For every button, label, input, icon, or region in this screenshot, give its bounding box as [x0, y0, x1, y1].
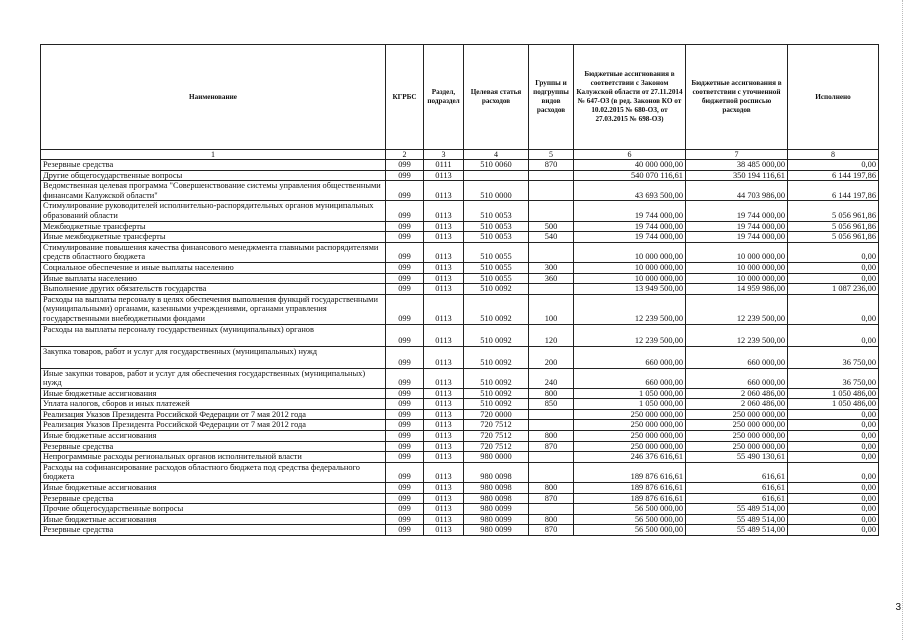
- row-section: 0113: [424, 294, 464, 324]
- header-row: [41, 45, 879, 150]
- table-row: [41, 525, 879, 536]
- row-updated-amount: 55 489 514,00: [686, 525, 788, 536]
- row-name: Иные бюджетные ассигнования: [41, 388, 386, 399]
- row-kgrbs: 099: [386, 441, 424, 452]
- row-group: [529, 420, 574, 431]
- row-updated-amount: 10 000 000,00: [686, 273, 788, 284]
- row-group: 100: [529, 294, 574, 324]
- row-law-amount: 19 744 000,00: [574, 221, 686, 232]
- row-name: Резервные средства: [41, 441, 386, 452]
- header-section: Раздел, подраздел: [424, 45, 464, 150]
- row-executed-amount: 0,00: [788, 324, 879, 346]
- row-group: 870: [529, 441, 574, 452]
- row-name: Резервные средства: [41, 160, 386, 171]
- row-target: 510 0055: [464, 262, 529, 273]
- header-kgrbs: КГРБС: [386, 45, 424, 150]
- row-executed-amount: 0,00: [788, 431, 879, 442]
- row-section: 0113: [424, 346, 464, 368]
- page-edge: [901, 0, 903, 640]
- table-row: [41, 493, 879, 504]
- row-group: 800: [529, 483, 574, 494]
- row-section: 0113: [424, 170, 464, 181]
- column-number-row: [41, 150, 879, 160]
- header-executed: Исполнено: [788, 45, 879, 150]
- row-law-amount: 56 500 000,00: [574, 514, 686, 525]
- table-row: [41, 160, 879, 171]
- row-section: 0113: [424, 493, 464, 504]
- row-kgrbs: 099: [386, 232, 424, 243]
- table-row: [41, 452, 879, 463]
- row-target: 510 0092: [464, 294, 529, 324]
- row-kgrbs: 099: [386, 221, 424, 232]
- row-kgrbs: 099: [386, 294, 424, 324]
- row-group: 800: [529, 388, 574, 399]
- row-name: Резервные средства: [41, 525, 386, 536]
- row-kgrbs: 099: [386, 493, 424, 504]
- row-group: [529, 409, 574, 420]
- row-target: 980 0098: [464, 462, 529, 482]
- row-section: 0113: [424, 232, 464, 243]
- row-updated-amount: 616,61: [686, 493, 788, 504]
- column-number: 6: [574, 150, 686, 160]
- row-target: 510 0053: [464, 201, 529, 221]
- row-target: 720 7512: [464, 441, 529, 452]
- row-section: 0113: [424, 388, 464, 399]
- row-section: 0113: [424, 441, 464, 452]
- row-law-amount: 189 876 616,61: [574, 483, 686, 494]
- row-executed-amount: 5 056 961,86: [788, 201, 879, 221]
- row-updated-amount: 660 000,00: [686, 368, 788, 388]
- row-target: 980 0098: [464, 493, 529, 504]
- table-row: [41, 221, 879, 232]
- table-row: [41, 514, 879, 525]
- row-name: Расходы на выплаты персоналу в целях обеспечения выполнения функций государственными (муниципальными) органами, казенными учреждениями, органами управления государственными внебюджетными фондами: [41, 294, 386, 324]
- row-executed-amount: 1 087 236,00: [788, 284, 879, 295]
- row-name: Иные выплаты населению: [41, 273, 386, 284]
- row-section: 0113: [424, 262, 464, 273]
- row-law-amount: 1 050 000,00: [574, 388, 686, 399]
- row-group: 800: [529, 514, 574, 525]
- row-law-amount: 10 000 000,00: [574, 273, 686, 284]
- row-law-amount: 19 744 000,00: [574, 201, 686, 221]
- row-kgrbs: 099: [386, 201, 424, 221]
- column-number: 8: [788, 150, 879, 160]
- row-section: 0113: [424, 201, 464, 221]
- table-row: [41, 170, 879, 181]
- row-group: [529, 242, 574, 262]
- row-group: 540: [529, 232, 574, 243]
- row-law-amount: 250 000 000,00: [574, 431, 686, 442]
- row-target: 980 0098: [464, 483, 529, 494]
- row-updated-amount: 55 490 130,61: [686, 452, 788, 463]
- table-row: [41, 232, 879, 243]
- row-kgrbs: 099: [386, 409, 424, 420]
- row-updated-amount: 2 060 486,00: [686, 399, 788, 410]
- row-name: Расходы на выплаты персоналу государственных (муниципальных) органов: [41, 324, 386, 346]
- row-kgrbs: 099: [386, 525, 424, 536]
- row-executed-amount: 0,00: [788, 242, 879, 262]
- row-target: 510 0092: [464, 284, 529, 295]
- row-executed-amount: 5 056 961,86: [788, 221, 879, 232]
- row-law-amount: 540 070 116,61: [574, 170, 686, 181]
- row-law-amount: 10 000 000,00: [574, 262, 686, 273]
- row-name: Непрограммные расходы региональных органов исполнительной власти: [41, 452, 386, 463]
- row-target: 510 0053: [464, 221, 529, 232]
- row-name: Реализация Указов Президента Российской Федерации от 7 мая 2012 года: [41, 409, 386, 420]
- row-group: [529, 170, 574, 181]
- table-row: [41, 420, 879, 431]
- table-row: [41, 409, 879, 420]
- row-name: Другие общегосударственные вопросы: [41, 170, 386, 181]
- column-number: 1: [41, 150, 386, 160]
- row-group: [529, 181, 574, 201]
- row-executed-amount: 0,00: [788, 273, 879, 284]
- row-section: 0113: [424, 273, 464, 284]
- row-updated-amount: 38 485 000,00: [686, 160, 788, 171]
- row-law-amount: 250 000 000,00: [574, 420, 686, 431]
- row-target: 980 0099: [464, 525, 529, 536]
- row-target: [464, 170, 529, 181]
- row-name: Иные бюджетные ассигнования: [41, 514, 386, 525]
- row-name: Социальное обеспечение и иные выплаты населению: [41, 262, 386, 273]
- row-kgrbs: 099: [386, 273, 424, 284]
- row-law-amount: 56 500 000,00: [574, 504, 686, 515]
- row-target: 510 0055: [464, 273, 529, 284]
- row-name: Реализация Указов Президента Российской Федерации от 7 мая 2012 года: [41, 420, 386, 431]
- row-group: [529, 284, 574, 295]
- row-group: 850: [529, 399, 574, 410]
- row-kgrbs: 099: [386, 388, 424, 399]
- row-target: 720 7512: [464, 420, 529, 431]
- row-section: 0113: [424, 462, 464, 482]
- row-group: [529, 504, 574, 515]
- row-target: 980 0099: [464, 504, 529, 515]
- row-updated-amount: 19 744 000,00: [686, 232, 788, 243]
- row-target: 510 0000: [464, 181, 529, 201]
- row-group: 300: [529, 262, 574, 273]
- row-target: 720 7512: [464, 431, 529, 442]
- row-executed-amount: 1 050 486,00: [788, 399, 879, 410]
- row-kgrbs: 099: [386, 284, 424, 295]
- row-target: 510 0092: [464, 368, 529, 388]
- row-name: Выполнение других обязательств государства: [41, 284, 386, 295]
- row-group: 870: [529, 493, 574, 504]
- row-kgrbs: 099: [386, 346, 424, 368]
- row-law-amount: 56 500 000,00: [574, 525, 686, 536]
- row-name: Стимулирование повышения качества финансового менеджмента главными распорядителями средств областного бюджета: [41, 242, 386, 262]
- row-executed-amount: 0,00: [788, 420, 879, 431]
- row-group: 360: [529, 273, 574, 284]
- row-law-amount: 246 376 616,61: [574, 452, 686, 463]
- column-number: 2: [386, 150, 424, 160]
- row-target: 510 0092: [464, 388, 529, 399]
- row-executed-amount: 36 750,00: [788, 346, 879, 368]
- row-executed-amount: 0,00: [788, 483, 879, 494]
- row-law-amount: 660 000,00: [574, 346, 686, 368]
- row-updated-amount: 55 489 514,00: [686, 504, 788, 515]
- row-updated-amount: 19 744 000,00: [686, 221, 788, 232]
- table-row: [41, 262, 879, 273]
- row-updated-amount: 19 744 000,00: [686, 201, 788, 221]
- row-updated-amount: 10 000 000,00: [686, 262, 788, 273]
- row-executed-amount: 0,00: [788, 462, 879, 482]
- row-kgrbs: 099: [386, 399, 424, 410]
- row-section: 0113: [424, 525, 464, 536]
- row-kgrbs: 099: [386, 170, 424, 181]
- row-group: 800: [529, 431, 574, 442]
- row-kgrbs: 099: [386, 420, 424, 431]
- table-row: [41, 201, 879, 221]
- row-target: 980 0000: [464, 452, 529, 463]
- row-law-amount: 12 239 500,00: [574, 294, 686, 324]
- row-name: Прочие общегосударственные вопросы: [41, 504, 386, 515]
- row-kgrbs: 099: [386, 431, 424, 442]
- row-executed-amount: 36 750,00: [788, 368, 879, 388]
- row-updated-amount: 350 194 116,61: [686, 170, 788, 181]
- row-executed-amount: 0,00: [788, 525, 879, 536]
- row-group: 240: [529, 368, 574, 388]
- header-law: Бюджетные ассигнования в соответствии с Законом Калужской области от 27.11.2014 № 647-ОЗ (в ред. Законов КО от 10.02.2015 № 680-ОЗ, от 27.03.2015 № 698-ОЗ): [574, 45, 686, 150]
- table-row: [41, 504, 879, 515]
- row-executed-amount: 0,00: [788, 441, 879, 452]
- row-updated-amount: 2 060 486,00: [686, 388, 788, 399]
- row-law-amount: 660 000,00: [574, 368, 686, 388]
- row-executed-amount: 6 144 197,86: [788, 181, 879, 201]
- row-section: 0113: [424, 242, 464, 262]
- table-row: [41, 431, 879, 442]
- row-updated-amount: 250 000 000,00: [686, 409, 788, 420]
- row-law-amount: 19 744 000,00: [574, 232, 686, 243]
- row-section: 0113: [424, 420, 464, 431]
- row-law-amount: 43 693 500,00: [574, 181, 686, 201]
- row-kgrbs: 099: [386, 181, 424, 201]
- row-target: 510 0092: [464, 324, 529, 346]
- row-updated-amount: 12 239 500,00: [686, 324, 788, 346]
- table-row: [41, 441, 879, 452]
- row-group: 870: [529, 160, 574, 171]
- row-section: 0113: [424, 409, 464, 420]
- row-name: Стимулирование руководителей исполнительно-распорядительных органов муниципальных образований области: [41, 201, 386, 221]
- row-law-amount: 189 876 616,61: [574, 493, 686, 504]
- row-section: 0111: [424, 160, 464, 171]
- row-updated-amount: 250 000 000,00: [686, 431, 788, 442]
- row-updated-amount: 616,61: [686, 462, 788, 482]
- row-updated-amount: 44 703 986,00: [686, 181, 788, 201]
- row-name: Резервные средства: [41, 493, 386, 504]
- row-target: 510 0055: [464, 242, 529, 262]
- row-group: [529, 452, 574, 463]
- row-kgrbs: 099: [386, 462, 424, 482]
- row-section: 0113: [424, 431, 464, 442]
- table-row: [41, 368, 879, 388]
- table-row: [41, 181, 879, 201]
- row-section: 0113: [424, 483, 464, 494]
- row-name: Иные межбюджетные трансферты: [41, 232, 386, 243]
- row-section: 0113: [424, 221, 464, 232]
- row-executed-amount: 0,00: [788, 409, 879, 420]
- row-name: Иные закупки товаров, работ и услуг для обеспечения государственных (муниципальных) нужд: [41, 368, 386, 388]
- row-name: Закупка товаров, работ и услуг для государственных (муниципальных) нужд: [41, 346, 386, 368]
- row-executed-amount: 0,00: [788, 493, 879, 504]
- row-executed-amount: 0,00: [788, 294, 879, 324]
- table-body: [41, 160, 879, 536]
- row-section: 0113: [424, 181, 464, 201]
- row-section: 0113: [424, 504, 464, 515]
- table-row: [41, 399, 879, 410]
- row-group: 870: [529, 525, 574, 536]
- row-section: 0113: [424, 452, 464, 463]
- row-target: 510 0092: [464, 399, 529, 410]
- table-row: [41, 388, 879, 399]
- row-law-amount: 250 000 000,00: [574, 409, 686, 420]
- table-row: [41, 273, 879, 284]
- row-executed-amount: 6 144 197,86: [788, 170, 879, 181]
- row-updated-amount: 616,61: [686, 483, 788, 494]
- row-target: 980 0099: [464, 514, 529, 525]
- row-section: 0113: [424, 368, 464, 388]
- row-updated-amount: 250 000 000,00: [686, 420, 788, 431]
- row-name: Ведомственная целевая программа "Совершенствование системы управления общественными финансами Калужской области": [41, 181, 386, 201]
- row-law-amount: 13 949 500,00: [574, 284, 686, 295]
- column-number: 7: [686, 150, 788, 160]
- row-group: [529, 201, 574, 221]
- table-row: [41, 462, 879, 482]
- table-row: [41, 324, 879, 346]
- row-kgrbs: 099: [386, 368, 424, 388]
- row-law-amount: 10 000 000,00: [574, 242, 686, 262]
- row-group: 200: [529, 346, 574, 368]
- page-number: 3: [895, 602, 901, 613]
- row-executed-amount: 1 050 486,00: [788, 388, 879, 399]
- budget-table: [40, 44, 879, 536]
- column-number: 4: [464, 150, 529, 160]
- row-updated-amount: 14 959 986,00: [686, 284, 788, 295]
- row-executed-amount: 0,00: [788, 514, 879, 525]
- row-name: Иные бюджетные ассигнования: [41, 431, 386, 442]
- row-target: 510 0060: [464, 160, 529, 171]
- row-updated-amount: 10 000 000,00: [686, 242, 788, 262]
- row-name: Уплата налогов, сборов и иных платежей: [41, 399, 386, 410]
- row-target: 510 0092: [464, 346, 529, 368]
- row-updated-amount: 660 000,00: [686, 346, 788, 368]
- row-section: 0113: [424, 399, 464, 410]
- row-name: Расходы на софинансирование расходов областного бюджета под средства федерального бюджета: [41, 462, 386, 482]
- row-group: 500: [529, 221, 574, 232]
- row-executed-amount: 0,00: [788, 452, 879, 463]
- row-kgrbs: 099: [386, 160, 424, 171]
- table-row: [41, 284, 879, 295]
- table-row: [41, 242, 879, 262]
- table-row: [41, 346, 879, 368]
- row-section: 0113: [424, 284, 464, 295]
- row-executed-amount: 0,00: [788, 262, 879, 273]
- row-target: 510 0053: [464, 232, 529, 243]
- row-section: 0113: [424, 514, 464, 525]
- row-updated-amount: 12 239 500,00: [686, 294, 788, 324]
- row-updated-amount: 250 000 000,00: [686, 441, 788, 452]
- row-updated-amount: 55 489 514,00: [686, 514, 788, 525]
- row-executed-amount: 0,00: [788, 504, 879, 515]
- row-group: [529, 462, 574, 482]
- row-executed-amount: 5 056 961,86: [788, 232, 879, 243]
- row-law-amount: 189 876 616,61: [574, 462, 686, 482]
- row-kgrbs: 099: [386, 504, 424, 515]
- column-number: 5: [529, 150, 574, 160]
- row-kgrbs: 099: [386, 514, 424, 525]
- row-executed-amount: 0,00: [788, 160, 879, 171]
- row-section: 0113: [424, 324, 464, 346]
- row-law-amount: 12 239 500,00: [574, 324, 686, 346]
- row-group: 120: [529, 324, 574, 346]
- header-group: Группы и подгруппы видов расходов: [529, 45, 574, 150]
- row-law-amount: 250 000 000,00: [574, 441, 686, 452]
- table-row: [41, 483, 879, 494]
- row-kgrbs: 099: [386, 483, 424, 494]
- column-number: 3: [424, 150, 464, 160]
- table-row: [41, 294, 879, 324]
- row-kgrbs: 099: [386, 242, 424, 262]
- row-kgrbs: 099: [386, 324, 424, 346]
- row-law-amount: 40 000 000,00: [574, 160, 686, 171]
- row-kgrbs: 099: [386, 262, 424, 273]
- row-target: 720 0000: [464, 409, 529, 420]
- row-kgrbs: 099: [386, 452, 424, 463]
- header-name: Наименование: [41, 45, 386, 150]
- header-target: Целевая статья расходов: [464, 45, 529, 150]
- header-updated: Бюджетные ассигнования в соответствии с уточненной бюджетной росписью расходов: [686, 45, 788, 150]
- row-law-amount: 1 050 000,00: [574, 399, 686, 410]
- row-name: Межбюджетные трансферты: [41, 221, 386, 232]
- row-name: Иные бюджетные ассигнования: [41, 483, 386, 494]
